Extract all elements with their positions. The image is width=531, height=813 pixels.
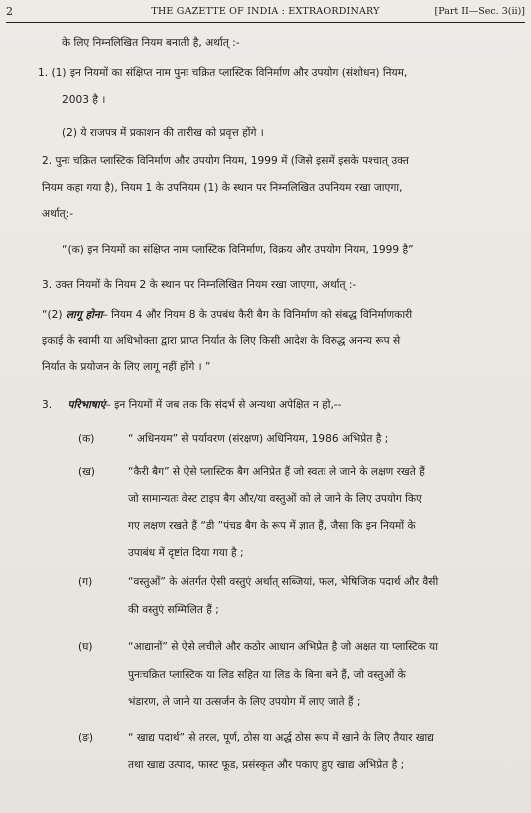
text-line: अर्थात्:-	[42, 208, 74, 220]
text-line: “ खाद्य पदार्थ” से तरल, पूर्ण, ठोस या अर्द्ध ठोस रूप में खाने के लिए तैयार खाद्य	[128, 732, 434, 744]
part-section-label: [Part II—Sec. 3(ii)]	[434, 6, 525, 17]
text-line: “आद्यानों” से ऐसे लचीले और कठोर आधान अभिप्रेत है जो अक्षत या प्लास्टिक या	[128, 641, 438, 653]
quote-open: “(2)	[42, 309, 66, 321]
text-line: की वस्तुएं सम्मिलित हैं ;	[128, 604, 219, 616]
heading-definitions: परिभाषाएं	[67, 399, 106, 411]
text-line: 1. (1) इन नियमों का संक्षिप्त नाम पुनः चक्रित प्लास्टिक विनिर्माण और उपयोग (संशोधन) नियम,	[38, 67, 408, 79]
text-line	[42, 398, 341, 412]
text-line: “(क) इन नियमों का संक्षिप्त नाम प्लास्टिक विनिर्माण, विक्रय और उपयोग नियम, 1999 है”	[62, 244, 414, 256]
text-line: उपाबंध में दृष्टांत दिया गया है ;	[128, 547, 244, 559]
text-run: – इन नियमों में जब तक कि संदर्भ से अन्यथा अपेक्षित न हो,--	[105, 399, 342, 411]
text-line: तथा खाद्य उत्पाद, फास्ट फूड, प्रसंस्कृत और पकाए हुए खाद्य अभिप्रेत है ;	[128, 759, 405, 771]
item-label: (ख)	[78, 466, 95, 478]
item-label: (ङ)	[78, 732, 94, 744]
page-header	[6, 4, 525, 23]
item-label: (ग)	[78, 576, 93, 588]
text-line: “वस्तुओं” के अंतर्गत ऐसी वस्तुएं अर्थात् सब्जियां, फल, भेषिजिक पदार्थ और वैसी	[128, 576, 439, 588]
text-line	[42, 308, 412, 322]
clause-number: 3.	[42, 399, 53, 411]
text-line: नियम कहा गया है), नियम 1 के उपनियम (1) के स्थान पर निम्नलिखित उपनियम रखा जाएगा,	[42, 182, 403, 194]
text-line: “ अधिनयम” से पर्यावरण (संरक्षण) अधिनियम, 1986 अभिप्रेत है ;	[128, 433, 389, 445]
text-line: इकाई के स्वामी या अधिभोक्ता द्वारा प्राप्त निर्यात के लिए किसी आदेश के विरुद्ध अनन्य रूप से	[42, 335, 401, 347]
text-line: निर्यात के प्रयोजन के लिए लागू नहीं होंगे । ”	[42, 361, 211, 373]
text-line: के लिए निम्नलिखित नियम बनाती है, अर्थात् :-	[62, 37, 240, 49]
item-label: (क)	[78, 433, 95, 445]
text-line: (2) ये राजपत्र में प्रकाशन की तारीख को प्रवृत्त होंगे ।	[62, 127, 264, 139]
text-run: – नियम 4 और नियम 8 के उपबंध कैरी बैग के विनिर्माण को संबद्ध विनिर्माणकारी	[102, 309, 413, 321]
heading-applicability: लागू होना	[65, 309, 103, 321]
text-line: “कैरी बैग” से ऐसे प्लास्टिक बैग अनिप्रेत हैं जो स्वतः ले जाने के लक्षण रखते हैं	[128, 466, 425, 478]
page-number: 2	[6, 5, 13, 18]
text-line: जो सामान्यतः वेस्ट टाइप बैग और/या वस्तुओं को ले जाने के लिए उपयोग किए	[128, 493, 422, 505]
text-line: 2. पुनः चक्रित प्लास्टिक विनिर्माण और उपयोग नियम, 1999 में (जिसे इसमें इसके पश्चात् उक्त	[42, 155, 409, 167]
text-line: भंडारण, ले जाने या उत्सर्जन के लिए उपयोग में लाए जाते हैं ;	[128, 696, 361, 708]
item-label: (घ)	[78, 641, 93, 653]
text-line: पुनःचक्रित प्लास्टिक या लिड सहित या लिड के बिना बने हैं, जो वस्तुओं के	[128, 669, 406, 681]
text-line: गए लक्षण रखते हैं “डी ”पंचड बैग के रूप में ज्ञात हैं, जैसा कि इन नियमों के	[128, 520, 416, 532]
gazette-title: THE GAZETTE OF INDIA : EXTRAORDINARY	[151, 6, 380, 17]
text-line: 3. उक्त नियमों के नियम 2 के स्थान पर निम्नलिखित नियम रखा जाएगा, अर्थात् :-	[42, 279, 357, 291]
text-line: 2003 है ।	[62, 94, 106, 106]
